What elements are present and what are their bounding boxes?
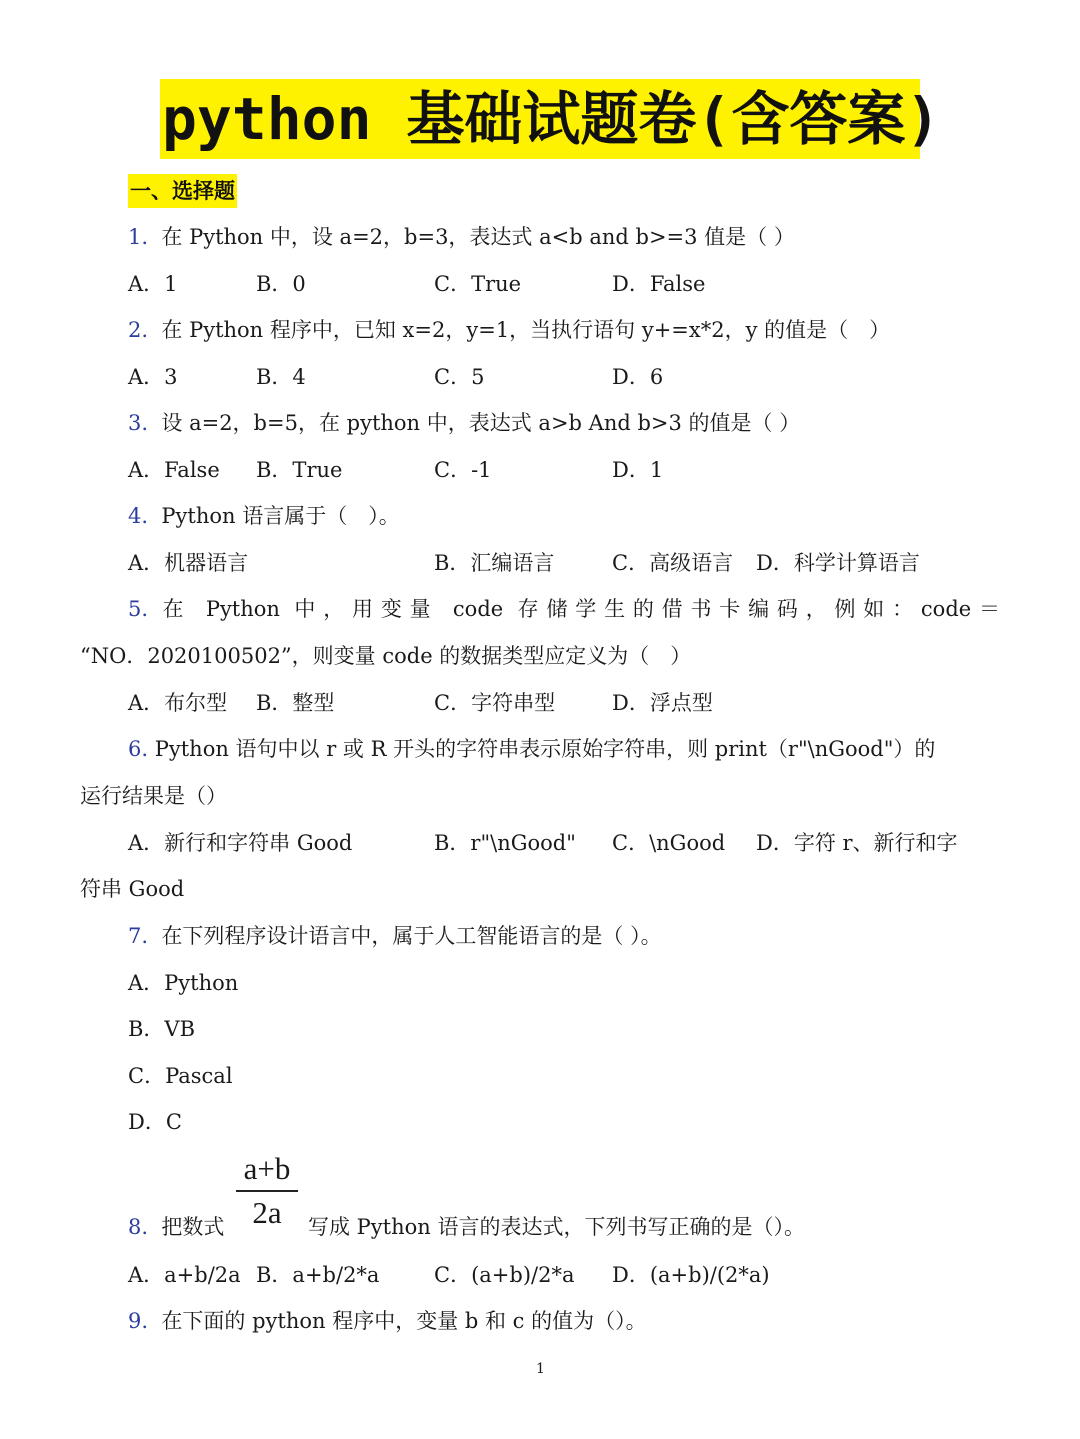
option-d: D．浮点型 [612,691,713,715]
option-a: A．1 [128,272,178,296]
question-text-line-1: 在 Python 中，用变量 code 存储学生的借书卡编码，例如：code＝ [162,597,1000,621]
question-text-line-2: “NO．2020100502”，则变量 code 的数据类型应定义为（ ） [80,644,692,668]
question-6 [128,734,935,764]
fraction-bar [236,1190,298,1192]
option-c: C．(a+b)/2*a [434,1263,575,1287]
option-d-continued: 符串 Good [80,877,185,901]
question-2 [128,315,890,345]
option-d: D．False [612,272,706,296]
option-a: A．a+b/2a [128,1263,241,1287]
option-b: B．True [256,458,343,482]
section-heading: 一、选择题 [128,174,237,208]
option-c: C．高级语言 [612,551,734,575]
option-c: C．True [434,272,522,296]
question-number: 6. [128,737,149,761]
option-c: C．-1 [434,458,492,482]
question-text: Python 语言属于（ ）。 [161,504,400,528]
question-number: 2. [128,318,149,342]
question-text-line-2: 运行结果是（） [80,784,227,808]
question-text-after: 写成 Python 语言的表达式，下列书写正确的是（）。 [308,1215,805,1239]
option-a: A．False [128,458,220,482]
option-d: D．字符 r、新行和字 [756,831,958,855]
option-b: B．VB [128,1017,196,1041]
question-text: 设 a=2，b=5，在 python 中，表达式 a>b And b>3 的值是（ ） [161,411,801,435]
option-b: B．a+b/2*a [256,1263,380,1287]
page-number: 1 [536,1361,545,1377]
option-c: C．Pascal [128,1064,233,1088]
question-text: 在下面的 python 程序中，变量 b 和 c 的值为（）。 [161,1309,647,1333]
question-1 [128,222,795,252]
option-b: B．整型 [256,691,335,715]
question-number: 8. [128,1215,149,1239]
option-b: B．4 [256,365,306,389]
option-a: A．Python [128,971,239,995]
option-c: C．字符串型 [434,691,556,715]
question-9 [128,1306,647,1336]
page-title: python 基础试题卷(含答案) [160,79,920,159]
question-7 [128,921,662,951]
option-a: A．布尔型 [128,691,228,715]
question-3 [128,408,800,438]
question-4 [128,501,400,531]
option-b: B．0 [256,272,306,296]
question-text-line-1: Python 语句中以 r 或 R 开头的字符串表示原始字符串，则 print（r"\nGood"）的 [154,737,936,761]
option-d: D．C [128,1110,182,1134]
option-d: D．1 [612,458,664,482]
option-a: A．机器语言 [128,551,249,575]
option-c: C．5 [434,365,485,389]
option-c: C．\nGood [612,831,726,855]
question-5 [128,594,1000,624]
option-a: A．新行和字符串 Good [128,831,353,855]
question-number: 4. [128,504,149,528]
question-number: 1. [128,225,149,249]
fraction-formula [236,1150,298,1232]
question-text: 在下列程序设计语言中，属于人工智能语言的是（ ）。 [161,924,662,948]
question-text-before: 把数式 [161,1215,225,1239]
option-b: B．汇编语言 [434,551,555,575]
question-number: 7. [128,924,149,948]
question-text: 在 Python 中，设 a=2，b=3，表达式 a<b and b>=3 值是（ ） [161,225,795,249]
option-d: D．6 [612,365,664,389]
question-8 [128,1212,224,1242]
fraction-numerator: a+b [243,1151,291,1186]
option-d: D．科学计算语言 [756,551,920,575]
question-text: 在 Python 程序中，已知 x=2，y=1，当执行语句 y+=x*2，y 的值是（ ） [161,318,891,342]
option-a: A．3 [128,365,178,389]
question-number: 5. [128,597,149,621]
question-number: 3. [128,411,149,435]
option-b: B．r"\nGood" [434,831,576,855]
question-number: 9. [128,1309,149,1333]
fraction-denominator: 2a [252,1195,282,1230]
option-d: D．(a+b)/(2*a) [612,1263,770,1287]
